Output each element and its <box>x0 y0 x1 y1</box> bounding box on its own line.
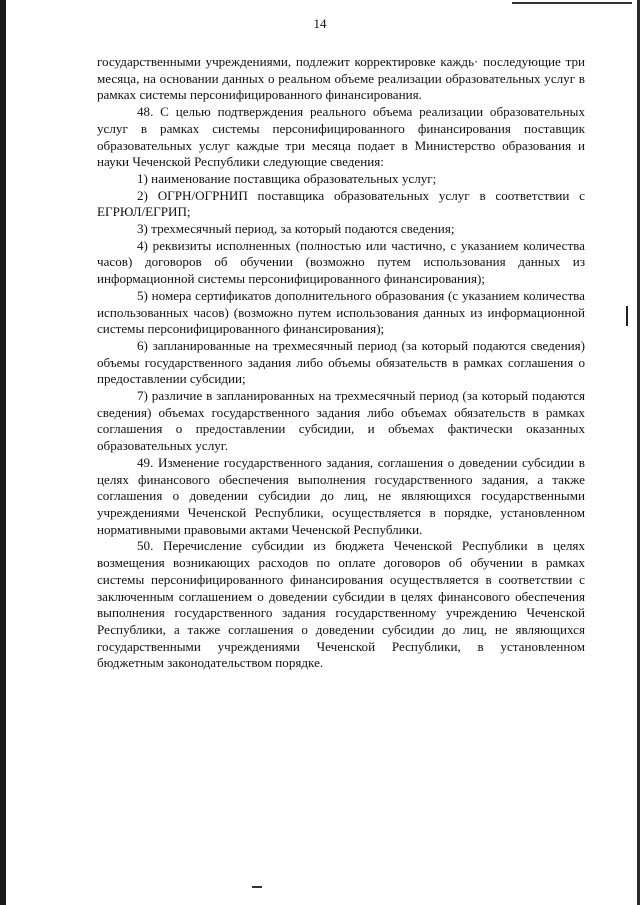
list-item-7: 7) различие в запланированных на трехмесячный период (за который подаются сведения) объемах государственного задания либо объемах обязательств в рамках соглашения о предоставлении субсидии, и объемах фактически оказанных образовательных услуг. <box>97 388 585 454</box>
paragraph-50: 50. Перечисление субсидии из бюджета Чеченской Республики в целях возмещения возникающих расходов по оплате договоров об обучении в рамках системы персонифицированного финансирования осуществляется в соответствии с заключенным соглашением о доведении субсидии в целях финансового обеспечения выполнения государственного задания государственному учреждению Чеченской Республики, а также соглашения о доведении субсидии до лиц, не являющихся государственными учреждениями Чеченской Республики, в установленном бюджетным законодательством порядке. <box>97 538 585 671</box>
list-item-6: 6) запланированные на трехмесячный период (за который подаются сведения) объемы государственного задания либо объемы обязательств в рамках соглашения о предоставлении субсидии; <box>97 337 585 387</box>
scan-edge-left <box>0 0 6 905</box>
scan-mark-right <box>626 306 628 326</box>
paragraph-49: 49. Изменение государственного задания, соглашения о доведении субсидии в целях финансового обеспечения выполнения государственного задания, а также соглашения о доведении субсидии до лиц, не являющихся государственными учреждениями Чеченской Республики, осуществляется в порядке, установленном нормативными правовыми актами Чеченской Республики. <box>97 454 585 537</box>
list-item-1: 1) наименование поставщика образовательных услуг; <box>137 170 437 186</box>
paragraph-48: 48. С целью подтверждения реального объема реализации образовательных услуг в рамках системы персонифицированного финансирования поставщик образовательных услуг каждые три месяца подает в Министерство образования и науки Чеченской Республики следующие сведения: <box>97 104 585 170</box>
scan-top-line <box>512 2 632 4</box>
paragraph-continuation: государственными учреждениями, подлежит корректировке каждь· последующие три месяца, на основании данных о реальном объеме реализации образовательных услуг в рамках системы персонифицированного финансирования. <box>97 54 585 103</box>
list-item-3: 3) трехмесячный период, за который подаются сведения; <box>137 221 455 237</box>
document-body <box>97 54 585 672</box>
scan-mark-bottom <box>252 886 262 888</box>
page-number: 14 <box>313 16 327 31</box>
list-item-5: 5) номера сертификатов дополнительного образования (с указанием количества использованных часов) (возможно путем использования данных из информационной системы персонифицированного финансирования); <box>97 287 585 337</box>
list-item-4: 4) реквизиты исполненных (полностью или частично, с указанием количества часов) договоров об обучении (возможно путем использования данных из информационной системы персонифицированного финансирования); <box>97 237 585 287</box>
list-item-2: 2) ОГРН/ОГРНИП поставщика образовательных услуг в соответствии с ЕГРЮЛ/ЕГРИП; <box>97 187 585 220</box>
